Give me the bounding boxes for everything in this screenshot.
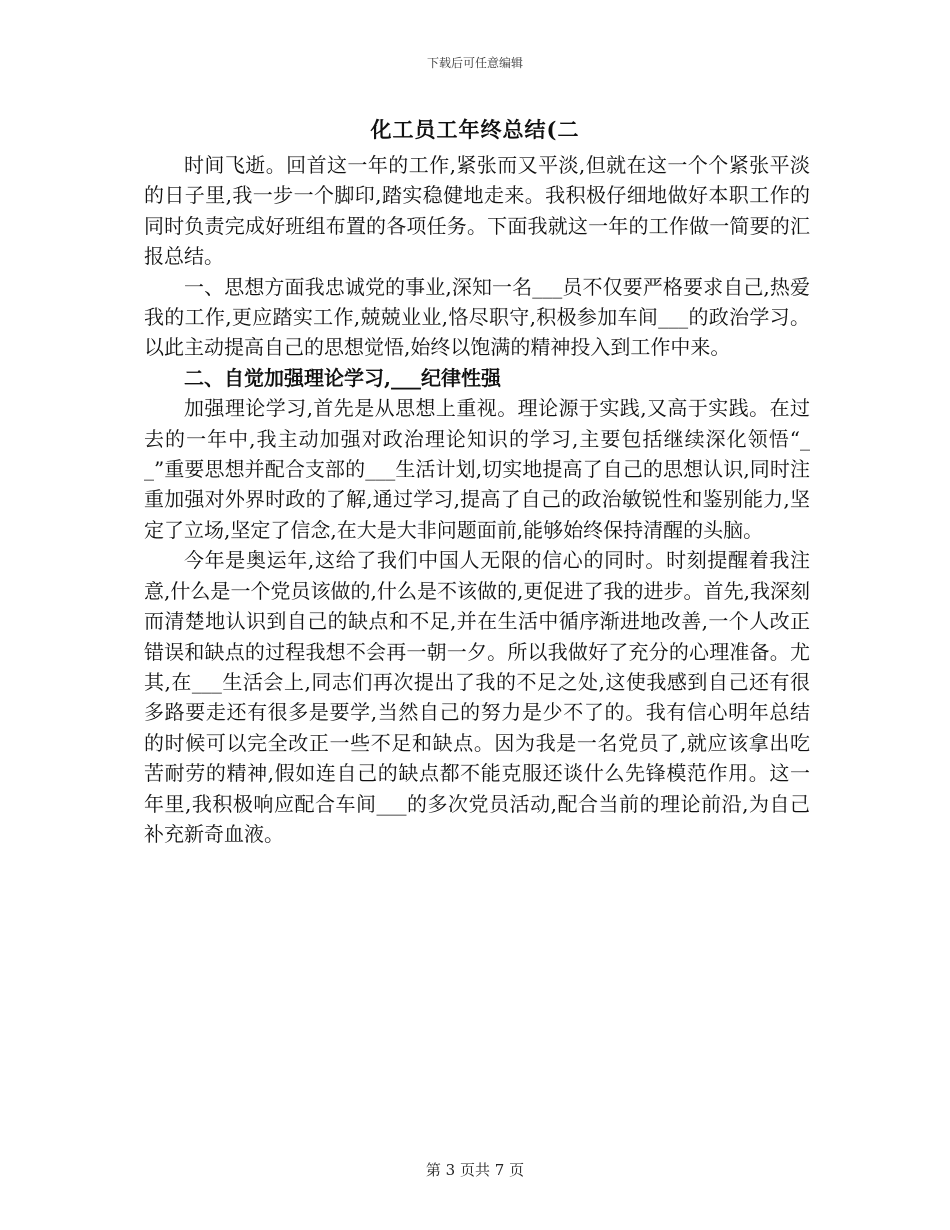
- paragraph-theory: 加强理论学习,首先是从思想上重视。理论源于实践,又高于实践。在过去的一年中,我主动加强对政治理论知识的学习,主要包括继续深化领悟“__”重要思想并配合支部的___生活计划,切实地提高了自己的思想认识,同时注重加强对外界时政的了解,通过学习,提高了自己的政治敏锐性和鉴别能力,坚定了立场,坚定了信念,在大是大非问题面前,能够始终保持清醒的头脑。: [144, 396, 810, 542]
- section-heading: 二、自觉加强理论学习,___纪律性强: [184, 365, 501, 390]
- page-number: 第 3 页共 7 页: [425, 1161, 525, 1179]
- header-note: 下载后可任意编辑: [426, 56, 523, 70]
- paragraph-intro: 时间飞逝。回首这一年的工作,紧张而又平淡,但就在这一个个紧张平淡的日子里,我一步一个脚印,踏实稳健地走来。我积极仔细地做好本职工作的同时负责完成好班组布置的各项任务。下面我就这一年的工作做一简要的汇报总结。: [144, 153, 810, 269]
- paragraph-thought: 一、思想方面我忠诚党的事业,深知一名___员不仅要严格要求自己,热爱我的工作,更应踏实工作,兢兢业业,恪尽职守,积极参加车间___的政治学习。以此主动提高自己的思想觉悟,始终以饱满的精神投入到工作中来。: [144, 274, 810, 360]
- document-title: 化工员工年终总结(二: [370, 117, 580, 142]
- paragraph-olympics: 今年是奥运年,这给了我们中国人无限的信心的同时。时刻提醒着我注意,什么是一个党员该做的,什么是不该做的,更促进了我的进步。首先,我深刻而清楚地认识到自己的缺点和不足,并在生活中循序渐进地改善,一个人改正错误和缺点的过程我想不会再一朝一夕。所以我做好了充分的心理准备。尤其,在___生活会上,同志们再次提出了我的不足之处,这使我感到自己还有很多路要走还有很多是要学,当然自己的努力是少不了的。我有信心明年总结的时候可以完全改正一些不足和缺点。因为我是一名党员了,就应该拿出吃苦耐劳的精神,假如连自己的缺点都不能克服还谈什么先锋模范作用。这一年里,我积极响应配合车间___的多次党员活动,配合当前的理论前沿,为自己补充新奇血液。: [144, 548, 810, 846]
- document-body: [144, 150, 810, 849]
